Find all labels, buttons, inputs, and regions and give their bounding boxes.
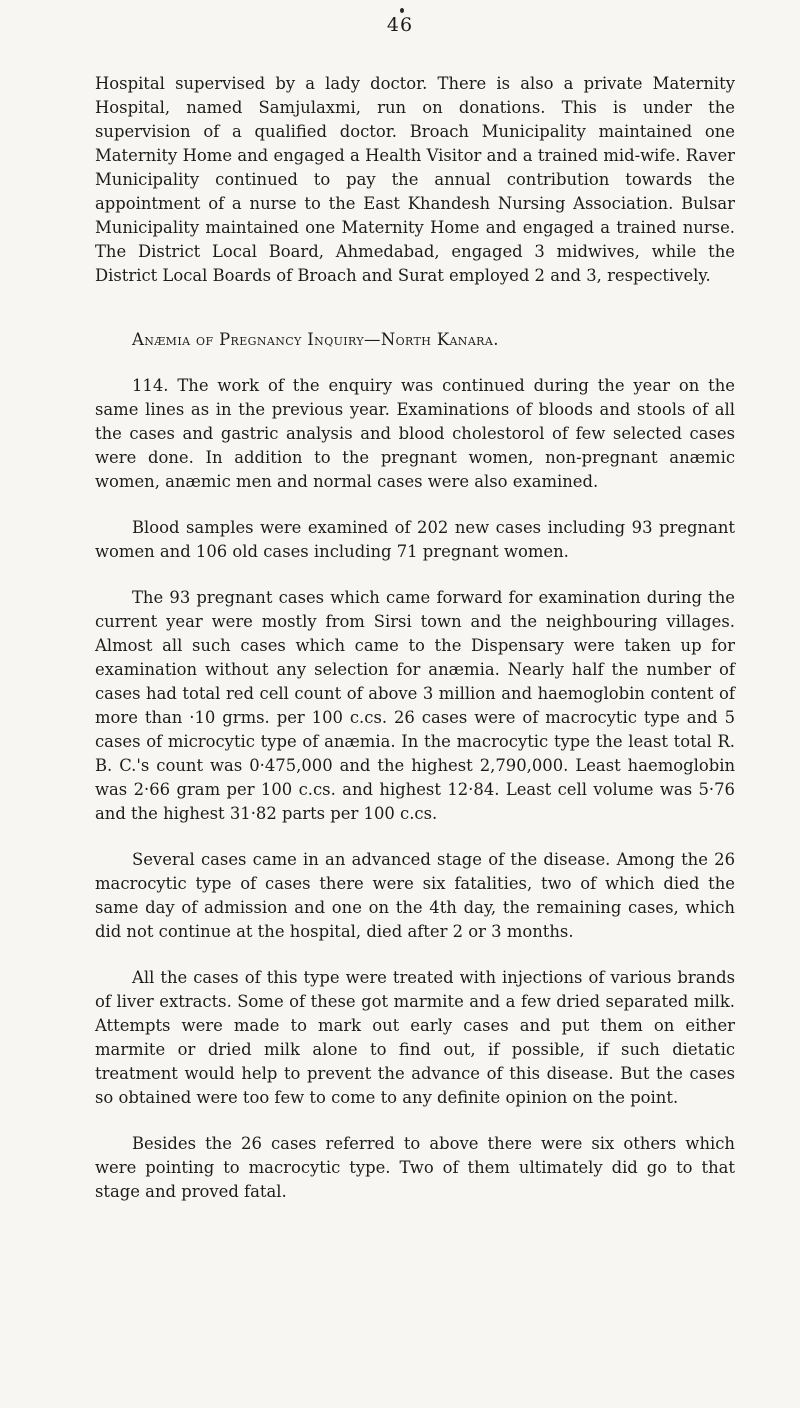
paragraph-114: 114. The work of the enquiry was continued during the year on the same lines as in the previous year. Examinations of bloods and stools of all the cases and gastric analysis and blood cholestorol of few selected cases were done. In addition to the pregnant women, non-pregnant anæmic women, anæmic men and normal cases were also examined. xyxy=(95,376,735,491)
print-speck xyxy=(400,8,404,13)
paragraph-intro: Hospital supervised by a lady doctor. There is also a private Maternity Hospital, named Samjulaxmi, run on donations. This is under the supervision of a qualified doctor. Broach Municipality maintained one Maternity Home and engaged a Health Visitor and a trained mid-wife. Raver Municipality continued to pay the annual contribution towards the appointment of a nurse to the East Khandesh Nursing Association. Bulsar Municipality maintained one Maternity Home and engaged a trained nurse. The District Local Board, Ahmedabad, engaged 3 midwives, while the District Local Boards of Broach and Surat employed 2 and 3, respectively. xyxy=(95,74,735,285)
page-number: 46 xyxy=(386,14,414,36)
paragraph-besides: Besides the 26 cases referred to above there were six others which were pointing to macrocytic type. Two of them ultimately did go to that stage and proved fatal. xyxy=(95,1134,735,1201)
body-text xyxy=(95,72,735,1226)
paragraph-advanced-stage: Several cases came in an advanced stage of the disease. Among the 26 macrocytic type of cases there were six fatalities, two of which died the same day of admission and one on the 4th day, the remaining cases, which did not continue at the hospital, died after 2 or 3 months. xyxy=(95,850,735,941)
paragraph-pregnant-cases: The 93 pregnant cases which came forward for examination during the current year were mostly from Sirsi town and the neighbouring villages. Almost all such cases which came to the Dispensary were taken up for examination without any selection for anæmia. Nearly half the number of cases had total red cell count of above 3 million and haemoglobin content of more than ·10 grms. per 100 c.cs. 26 cases were of macrocytic type and 5 cases of microcytic type of anæmia. In the macrocytic type the least total R. B. C.'s count was 0·475,000 and the highest 2,790,000. Least haemoglobin was 2·66 gram per 100 c.cs. and highest 12·84. Least cell volume was 5·76 and the highest 31·82 parts per 100 c.cs. xyxy=(95,588,735,823)
paragraph-blood-samples: Blood samples were examined of 202 new cases including 93 pregnant women and 106 old cases including 71 pregnant women. xyxy=(95,518,735,561)
paragraph-treatment: All the cases of this type were treated with injections of various brands of liver extracts. Some of these got marmite and a few dried separated milk. Attempts were made to mark out early cases and put them on either marmite or dried milk alone to find out, if possible, if such dietatic treatment would help to prevent the advance of this disease. But the cases so obtained were too few to come to any definite opinion on the point. xyxy=(95,968,735,1107)
section-heading: Anæmia of Pregnancy Inquiry—North Kanara. xyxy=(132,330,499,349)
